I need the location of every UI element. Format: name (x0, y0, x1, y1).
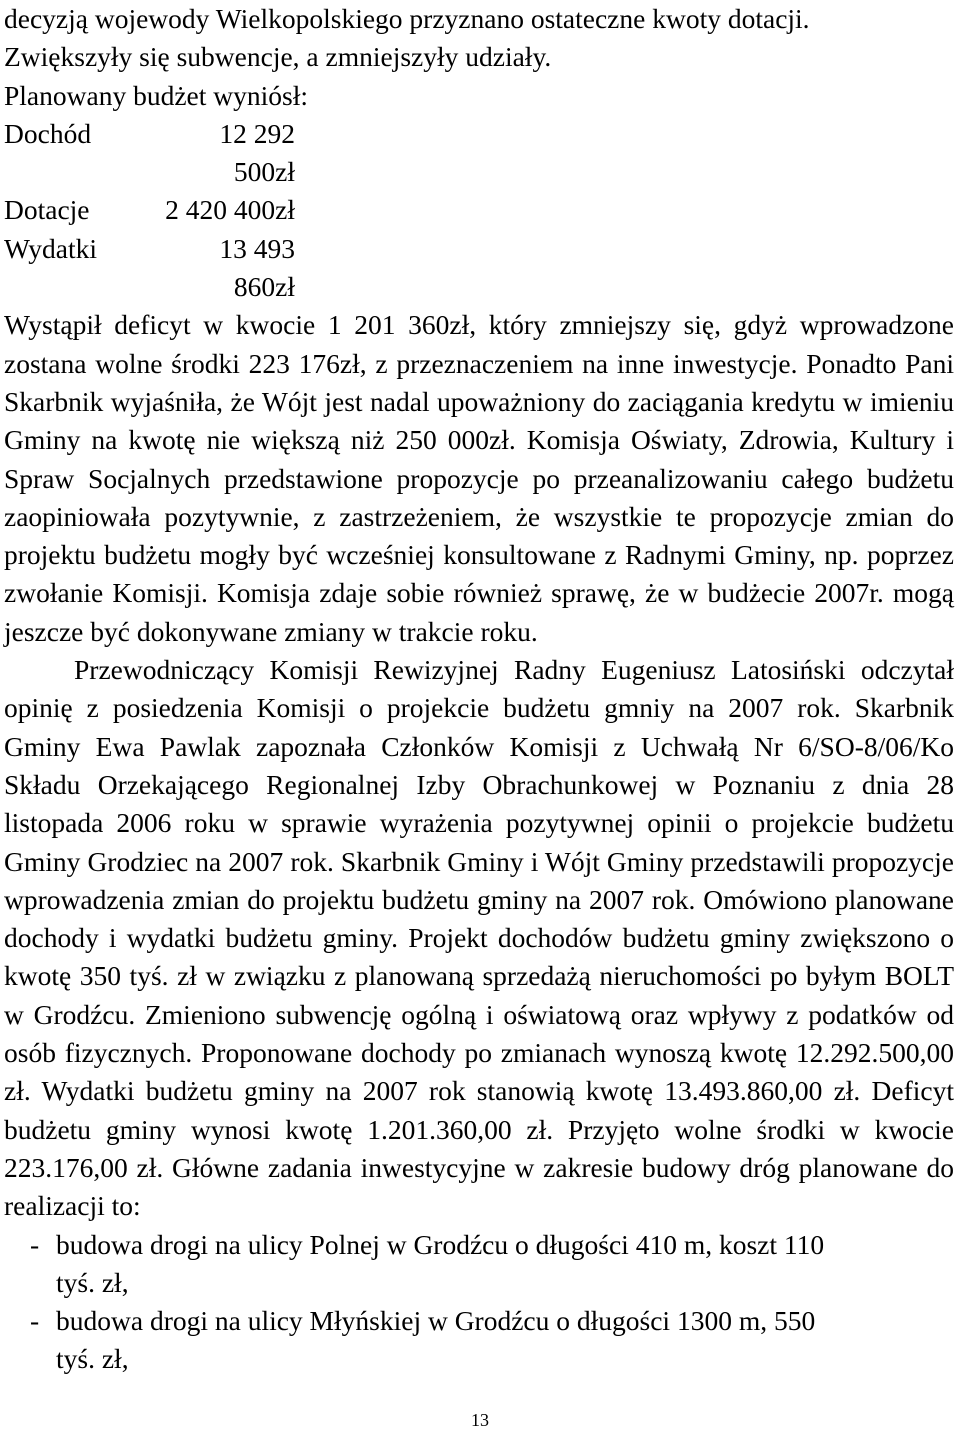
intro-line-1: decyzją wojewody Wielkopolskiego przyznano ostateczne kwoty dotacji. (4, 3, 810, 34)
budget-row-income (4, 115, 954, 192)
budget-label: Dochód (4, 117, 92, 149)
page-number: 13 (471, 1410, 489, 1430)
intro-line-3: Planowany budżet wyniósł: (4, 79, 308, 111)
intro-line-2: Zwiększyły się subwencje, a zmniejszyły udziały. (4, 41, 552, 73)
road-investments-list (30, 1226, 954, 1379)
list-item-text: budowa drogi na ulicy Polnej w Grodźcu o długości 410 m, koszt 110 (56, 1228, 825, 1260)
list-dash: - (30, 1228, 40, 1260)
budget-label: Dotacje (4, 194, 90, 226)
list-item-text-continued: tyś. zł, (56, 1266, 129, 1298)
list-item-text: budowa drogi na ulicy Młyńskiej w Grodźcu o długości 1300 m, 550 (56, 1305, 816, 1337)
list-item (30, 1226, 954, 1303)
list-item-text-continued: tyś. zł, (56, 1343, 129, 1375)
list-dash: - (30, 1305, 40, 1337)
document-body (4, 0, 954, 1379)
list-item (30, 1302, 954, 1379)
paragraph-audit-committee: Przewodniczący Komisji Rewizyjnej Radny Eugeniusz Latosiński odczytał opinię z posiedzenia Komisji o projekcie budżetu gmniy na 2007 rok. Skarbnik Gminy Ewa Pawlak zapoznała Członków Komisji z Uchwałą Nr 6/SO-8/06/Ko Składu Orzekającego Regionalnej Izby Obrachunkowej w Poznaniu z dnia 28 listopada 2006 roku w sprawie wyrażenia pozytywnej opinii o projekcie budżetu Gminy Grodziec na 2007 rok. Skarbnik Gminy i Wójt Gminy przedstawili propozycje wprowadzenia zmian do projektu budżetu gminy na 2007 rok. Omówiono planowane dochody i wydatki budżetu gminy. Projekt dochodów budżetu gminy zwiększono o kwotę 350 tyś. zł w związku z planowaną sprzedażą nieruchomości po byłym BOLT w Grodźcu. Zmieniono subwencję ogólną i oświatową oraz wpływy z podatków od osób fizycznych. Proponowane dochody po zmianach wynoszą kwotę 12.292.500,00 zł. Wydatki budżetu gminy na 2007 rok stanowią kwotę 13.493.860,00 zł. Deficyt budżetu gminy wynosi kwotę 1.201.360,00 zł. Przyjęto wolne środki w kwocie 223.176,00 zł. Główne zadania inwestycyjne w zakresie budowy dróg planowane do realizacji to: (4, 654, 954, 1222)
paragraph-deficit: Wystąpił deficyt w kwocie 1 201 360zł, który zmniejszy się, gdyż wprowadzone zostana wolne środki 223 176zł, z przeznaczeniem na inne inwestycje. Ponadto Pani Skarbnik wyjaśniła, że Wójt jest nadal upoważniony do zaciągania kredytu w imieniu Gminy na kwotę nie większą niż 250 000zł. Komisja Oświaty, Zdrowia, Kultury i Spraw Socjalnych przedstawione propozycje po przeanalizowaniu całego budżetu zaopiniowała pozytywnie, z zastrzeżeniem, że wszystkie te propozycje zmian do projektu budżetu mogły być wcześniej konsultowane z Radnymi Gminy, np. poprzez zwołanie Komisji. Komisja zdaje sobie również sprawę, że w budżecie 2007r. mogą jeszcze być dokonywane zmiany w trakcie roku. (4, 309, 954, 647)
budget-amount: 13 493 860zł (219, 232, 295, 303)
budget-row-grants (4, 191, 954, 229)
budget-table (4, 115, 954, 306)
budget-label: Wydatki (4, 232, 98, 264)
budget-row-expenses (4, 230, 954, 307)
budget-amount: 2 420 400zł (165, 194, 295, 226)
budget-amount: 12 292 500zł (219, 117, 295, 188)
